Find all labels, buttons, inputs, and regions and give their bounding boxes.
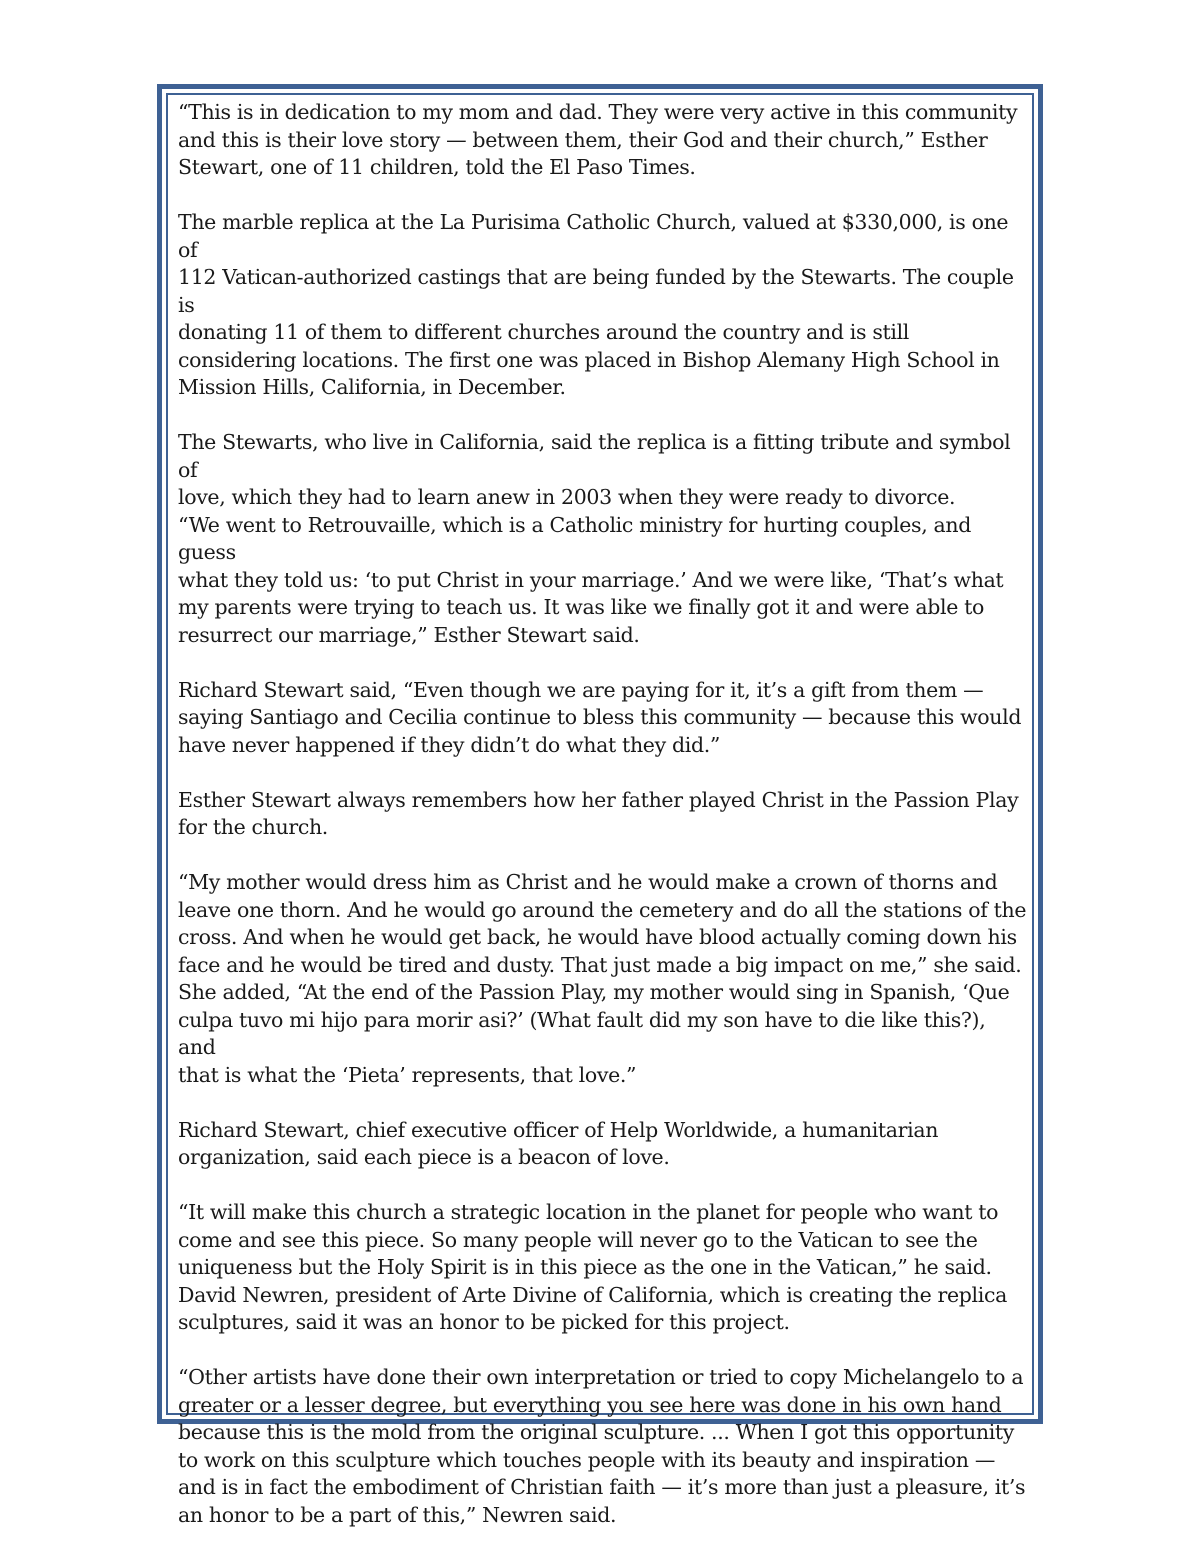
paragraph-stewarts-tribute: The Stewarts, who live in California, said the replica is a fitting tribute and symbol of love, which they had to learn anew in 2003 when they were ready to divorce. “We went to Retrouvaille, which is a Catholic ministry for hurting couples, and guess what they told us: ‘to put Christ in your marriage.’ And we were like, ‘That’s what my parents were trying to teach us. It was like we finally got it and were able to resurrect our marriage,” Esther Stewart said. [178, 430, 1011, 647]
paragraph-dedication: “This is in dedication to my mom and dad. They were very active in this community and this is their love story — between them, their God and their church,” Esther Stewart, one of 11 children, told the El Paso Times. [178, 100, 1018, 179]
article-body [178, 99, 1028, 1529]
paragraph-marble-replica: The marble replica at the La Purisima Catholic Church, valued at $330,000, is one of 112 Vatican-authorized castings that are being funded by the Stewarts. The couple is donating 11 of them to different churches around the country and is still considering locations. The first one was placed in Bishop Alemany High School in Mission Hills, California, in December. [178, 210, 1014, 399]
paragraph-newren-quote: “Other artists have done their own interpretation or tried to copy Michelangelo to a greater or a lesser degree, but everything you see here was done in his own hand because this is the mold from the original sculpture. ... When I got this opportunity to work on this sculpture which touches people with its beauty and inspiration — and is in fact the embodiment of Christian faith — it’s more than just a pleasure, it’s an honor to be a part of this,” Newren said. [178, 1365, 1026, 1527]
paragraph-mother-quote: “My mother would dress him as Christ and he would make a crown of thorns and leave one thorn. And he would go around the cemetery and do all the stations of the cross. And when he would get back, he would have blood actually coming down his face and he would be tired and dusty. That just made a big impact on me,” she said. She added, “At the end of the Passion Play, my mother would sing in Spanish, ‘Que culpa tuvo mi hijo para morir asi?’ (What fault did my son have to die like this?), and that is what the ‘Pieta’ represents, that love.” [178, 870, 1027, 1087]
paragraph-help-worldwide: Richard Stewart, chief executive officer of Help Worldwide, a humanitarian organization, said each piece is a beacon of love. [178, 1117, 939, 1169]
paragraph-richard-gift: Richard Stewart said, “Even though we are paying for it, it’s a gift from them — saying Santiago and Cecilia continue to bless this community — because this would have never happened if they didn’t do what they did.” [178, 677, 1022, 757]
paragraph-strategic-location: “It will make this church a strategic location in the planet for people who want to come and see this piece. So many people will never go to the Vatican to see the uniqueness but the Holy Spirit is in this piece as the one in the Vatican,” he said. David Newren, president of Arte Divine of California, which is creating the replica sculptures, said it was an honor to be picked for this project. [178, 1200, 1007, 1334]
paragraph-passion-play: Esther Stewart always remembers how her father played Christ in the Passion Play for the church. [178, 787, 1019, 839]
